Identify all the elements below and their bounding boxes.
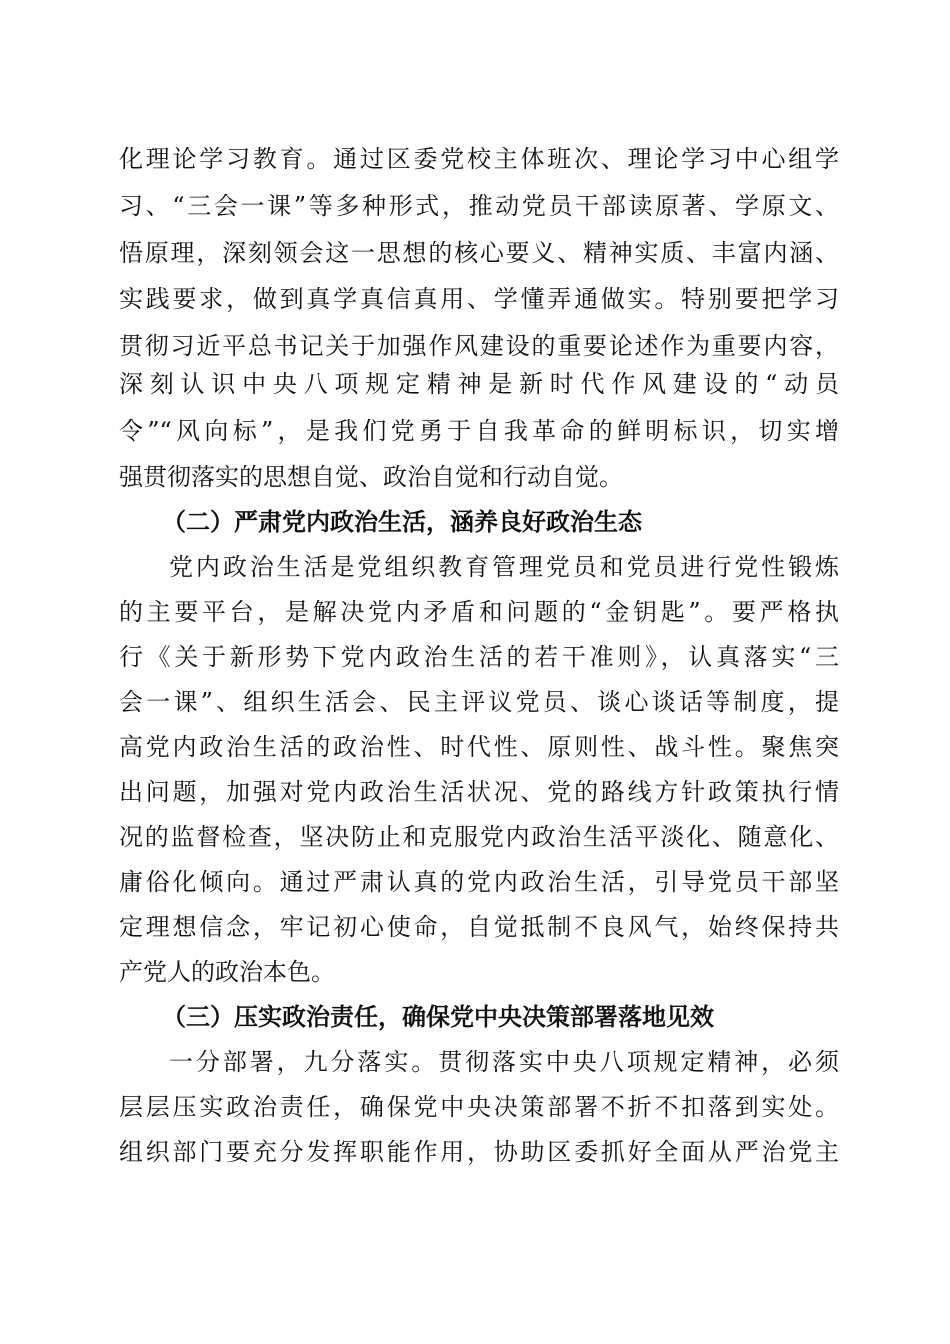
paragraph-line: 令”“风向标”，是我们党勇于自我革命的鲜明标识，切实增 xyxy=(119,417,839,445)
paragraph-line: 定理想信念，牢记初心使命，自觉抵制不良风气，始终保持共 xyxy=(119,913,839,941)
paragraph-line: 习、“三会一课”等多种形式，推动党员干部读原著、学原文、 xyxy=(119,192,839,220)
paragraph-line: 化理论学习教育。通过区委党校主体班次、理论学习中心组学 xyxy=(119,145,839,173)
paragraph-line: 悟原理，深刻领会这一思想的核心要义、精神实质、丰富内涵、 xyxy=(119,239,839,267)
paragraph-line: 组织部门要充分发挥职能作用，协助区委抓好全面从严治党主 xyxy=(119,1138,839,1166)
paragraph-line: 庸俗化倾向。通过严肃认真的党内政治生活，引导党员干部坚 xyxy=(119,868,839,896)
paragraph-line: 贯彻习近平总书记关于加强作风建设的重要论述作为重要内容， xyxy=(119,332,839,360)
paragraph-line: 党内政治生活是党组织教育管理党员和党员进行党性锻炼 xyxy=(169,553,839,581)
paragraph-line: 实践要求，做到真学真信真用、学懂弄通做实。特别要把学习 xyxy=(119,285,839,313)
paragraph-line: 深刻认识中央八项规定精神是新时代作风建设的“动员 xyxy=(119,370,839,398)
paragraph-line: 高党内政治生活的政治性、时代性、原则性、战斗性。聚焦突 xyxy=(119,733,839,761)
section-heading-2: （二）严肃党内政治生活，涵养良好政治生态 xyxy=(162,507,642,536)
paragraph-line: 况的监督检查，坚决防止和克服党内政治生活平淡化、随意化、 xyxy=(119,823,839,851)
paragraph-line: 强贯彻落实的思想自觉、政治自觉和行动自觉。 xyxy=(119,463,623,491)
paragraph-line: 产党人的政治本色。 xyxy=(119,958,335,986)
paragraph-line: 出问题，加强对党内政治生活状况、党的路线方针政策执行情 xyxy=(119,778,839,806)
paragraph-line: 一分部署，九分落实。贯彻落实中央八项规定精神，必须 xyxy=(169,1048,839,1076)
paragraph-line: 会一课”、组织生活会、民主评议党员、谈心谈话等制度，提 xyxy=(119,688,839,716)
paragraph-line: 行《关于新形势下党内政治生活的若干准则》，认真落实“三 xyxy=(119,643,839,671)
section-heading-3: （三）压实政治责任，确保党中央决策部署落地见效 xyxy=(162,1002,714,1031)
paragraph-line: 的主要平台，是解决党内矛盾和问题的“金钥匙”。要严格执 xyxy=(119,598,839,626)
paragraph-line: 层层压实政治责任，确保党中央决策部署不折不扣落到实处。 xyxy=(119,1093,839,1121)
